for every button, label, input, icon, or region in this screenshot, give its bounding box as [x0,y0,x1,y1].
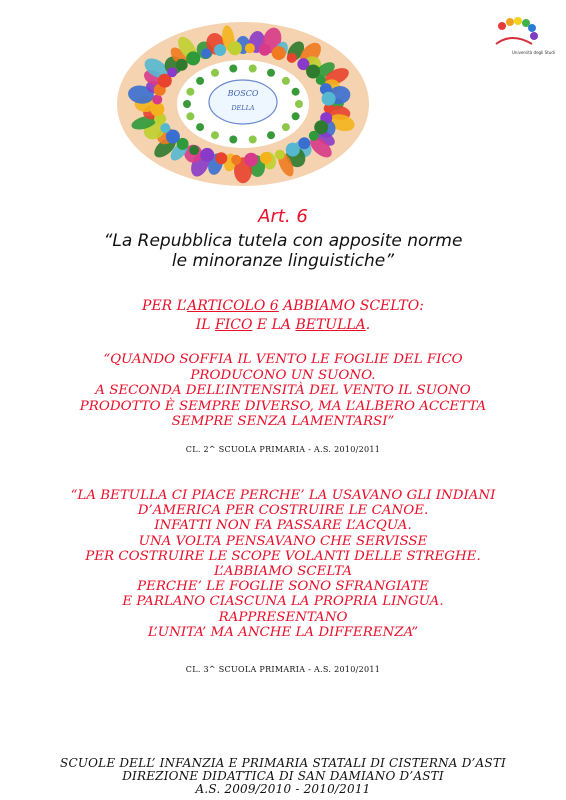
wreath-leaf [286,143,300,157]
article-quote-line1: “La Repubblica tutela con apposite norme [103,231,463,251]
wreath-tree [211,69,219,77]
wreath-tree [295,100,303,108]
quote-betulla-line: “LA BETULLA CI PIACE PERCHE’ LA USAVANO GLI INDIANI [70,488,496,503]
article-number: Art. 6 [258,206,308,227]
wreath-tree [249,65,257,73]
wreath-leaf [215,152,227,164]
quote-betulla-line: D’AMERICA PER COSTRUIRE LE CANOE. [137,503,429,519]
choice-tree-betulla: BETULLA [295,317,366,333]
choice-line2 [0,316,566,335]
wreath-leaf [214,44,226,56]
wreath-tree [196,123,204,131]
wreath-tree [183,100,191,108]
wreath-leaf [167,67,177,77]
quote-betulla-line: L’UNITA’ MA ANCHE LA DIFFERENZA” [147,624,419,640]
wreath-sign [209,80,277,124]
choice-end: . [365,317,371,333]
wreath-leaf [298,137,310,149]
wreath-tree [249,136,257,144]
logo-text: Università degli Studi [512,50,555,55]
quote-fico-line: SEMPRE SENZA LAMENTARSI” [171,414,395,430]
footer [0,757,566,796]
wreath-tree [211,131,219,139]
wreath-tree [229,65,237,73]
wreath-leaf [322,92,336,106]
wreath-leaf [272,46,286,60]
article-quote-line2: le minoranze linguistiche” [171,251,395,271]
wreath-leaf [275,150,285,160]
quote-betulla-line: PER COSTRUIRE LE SCOPE VOLANTI DELLE STREGHE. [85,548,481,564]
quote-fico-line: “QUANDO SOFFIA IL VENTO LE FOGLIE DEL FICO [103,352,463,367]
wreath-tree [196,77,204,85]
choice-statement [0,297,566,335]
wreath-leaf [200,148,214,162]
quote-betulla [0,488,566,640]
wreath-leaf [186,51,200,65]
quote-betulla-line: L’ABBIAMO SCELTA [213,564,353,580]
wreath-leaf [152,95,162,105]
quote-fico-credit: CL. 2^ SCUOLA PRIMARIA - A.S. 2010/2011 [185,445,381,454]
choice-article: ARTICOLO 6 [187,298,279,314]
wreath-leaf [309,131,319,141]
wreath-tree [186,112,194,120]
quote-betulla-line: INFATTI NON FA PASSARE L’ACQUA. [154,518,412,534]
wreath-sign-line1: BOSCO [227,89,259,98]
wreath-leaf [201,48,211,58]
wreath-tree [282,77,290,85]
wreath-tree [267,69,275,77]
wreath-leaf [228,41,242,55]
quote-betulla-line: PERCHE’ LE FOGLIE SONO SFRANGIATE [137,579,429,595]
wreath-leaf [259,44,271,56]
wreath-sign-line2: DELLA [231,104,255,112]
wreath-leaf [231,155,241,165]
quote-betulla-line: UNA VOLTA PENSAVANO CHE SERVISSE [138,533,428,549]
wreath-leaf [176,59,188,71]
choice-line2-prefix: IL [195,317,216,333]
quote-fico-line: PRODOTTO È SEMPRE DIVERSO, MA L’ALBERO ACCETTA [79,398,487,414]
footer-line2: DIREZIONE DIDATTICA DI SAN DAMIANO D’ASTI [122,769,444,783]
wreath-tree [292,112,300,120]
choice-tree-fico: FICO [215,317,253,333]
quote-betulla-line: RAPPRESENTANO [218,609,348,625]
choice-suffix: ABBIAMO SCELTO: [278,298,424,314]
choice-conj: E LA [252,317,296,333]
wreath-leaf [189,145,199,155]
wreath-tree [267,131,275,139]
university-logo [488,14,558,58]
choice-prefix: PER L’ [142,298,188,314]
quote-fico-line: A SECONDA DELL’INTENSITÀ DEL VENTO IL SUONO [95,383,471,399]
choice-line1 [0,297,566,316]
article-quote [0,231,566,271]
footer-line3: A.S. 2009/2010 - 2010/2011 [195,782,371,796]
wreath-leaf [287,53,297,63]
wreath-illustration [112,18,374,190]
wreath-tree [292,88,300,96]
quote-betulla-credit: CL. 3^ SCUOLA PRIMARIA - A.S. 2010/2011 [185,665,381,674]
wreath-tree [282,123,290,131]
wreath-leaf [244,153,258,167]
quote-betulla-line: E PARLANO CIASCUNA LA PROPRIA LINGUA. [122,594,444,610]
quote-fico [0,352,566,430]
wreath-tree [229,136,237,144]
footer-line1: SCUOLE DELL’ INFANZIA E PRIMARIA STATALI DI CISTERNA D’ASTI [60,756,506,770]
wreath-tree [186,88,194,96]
wreath-leaf [245,43,255,53]
quote-fico-line: PRODUCONO UN SUONO. [190,367,376,383]
wreath-leaf [260,152,272,164]
